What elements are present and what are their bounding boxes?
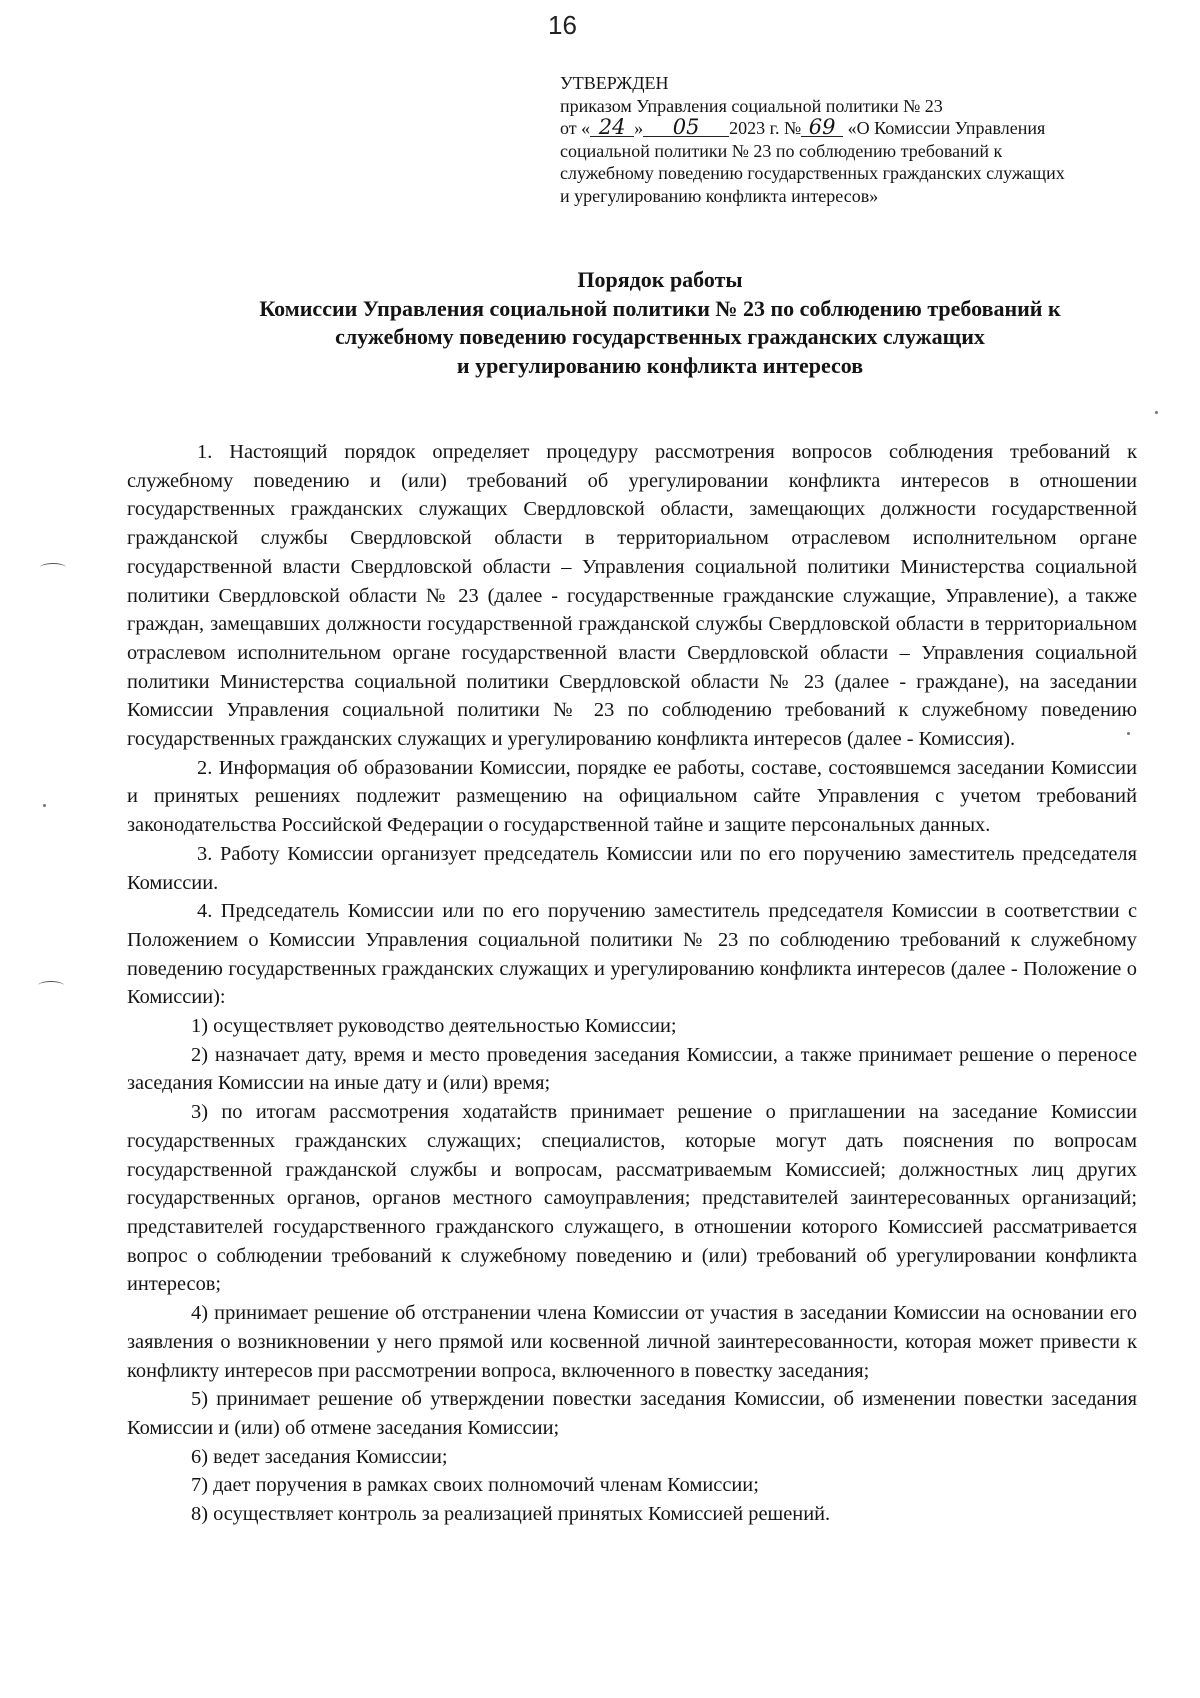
handwritten-day: 24 <box>590 118 634 137</box>
handwritten-month: 05 <box>643 118 729 137</box>
document-body <box>127 438 1137 1529</box>
list-item: 5) принимает решение об утверждении повестки заседания Комиссии, об изменении повестки заседания Комиссии и (или) об отмене заседания Комиссии; <box>127 1388 1137 1439</box>
approval-order-title-line: служебному поведению государственных гражданских служащих <box>560 163 1065 183</box>
approval-order-line: приказом Управления социальной политики № 23 <box>560 95 943 116</box>
handwritten-order-number: 69 <box>801 118 843 137</box>
approval-date-line: от « 24 » 05 2023 г. № 69 «О Комиссии Управления <box>560 115 1046 139</box>
approval-order-title-line: и урегулированию конфликта интересов» <box>560 185 879 206</box>
paragraph-4: 4. Председатель Комиссии или по его поручению заместитель председателя Комиссии в соответствии с Положением о Комиссии Управления социальной политики № 23 по соблюдению требований к служебному поведению государственных гражданских служащих и урегулированию конфликта интересов (далее - Положение о Комиссии): <box>127 900 1137 1009</box>
list-item: 1) осуществляет руководство деятельностью Комиссии; <box>191 1015 677 1038</box>
scan-artifact-mark <box>40 563 66 572</box>
list-item: 4) принимает решение об отстранении члена Комиссии от участия в заседании Комиссии на основании его заявления о возникновении у него прямой или косвенной личной заинтересованности, которая может привести к конфликту интересов при рассмотрении вопроса, включенного в повестку заседания; <box>127 1302 1137 1382</box>
title-line: Порядок работы <box>577 267 743 292</box>
list-item: 6) ведет заседания Комиссии; <box>191 1445 448 1468</box>
list-item: 2) назначает дату, время и место проведения заседания Комиссии, а также принимает решение о переносе заседания Комиссии на иные дату и (или) время; <box>127 1043 1137 1095</box>
title-line: Комиссии Управления социальной политики № 23 по соблюдению требований к <box>259 295 1061 321</box>
order-title-start: «О Комиссии Управления <box>847 118 1046 138</box>
approval-heading: УТВЕРЖДЕН <box>560 73 669 93</box>
scan-artifact-dot <box>1155 411 1158 414</box>
scan-artifact-dot <box>1127 732 1130 735</box>
list-item: 3) по итогам рассмотрения ходатайств принимает решение о приглашении на заседание Комиссии государственных гражданских служащих; специалистов, которые могут дать пояснения по вопросам государственной гражданской службы и вопросам, рассматриваемым Комиссией; должностных лиц других государственных органов, органов местного самоуправления; представителей заинтересованных организаций; представителей государственного гражданского служащего, в отношении которого Комиссией рассматривается вопрос о соблюдении требований к служебному поведению и (или) требований об урегулировании конфликта интересов; <box>127 1101 1137 1296</box>
scan-artifact-mark <box>38 981 64 990</box>
paragraph-1: 1. Настоящий порядок определяет процедуру рассмотрения вопросов соблюдения требований к служебному поведению и (или) требований об урегулировании конфликта интересов в отношении государственных гражданских служащих Свердловской области, замещающих должности государственной гражданской службы Свердловской области в территориальном отраслевом исполнительном органе государственной власти Свердловской области – Управления социальной политики Министерства социальной политики Свердловской области № 23 (далее - государственные гражданские служащие, Управление), а также граждан, замещавших должности государственной гражданской службы Свердловской области в территориальном отраслевом исполнительном органе государственной власти Свердловской области – Управления социальной политики Министерства социальной политики Свердловской области № 23 (далее - граждане), на заседании Комиссии Управления социальной политики № 23 по соблюдению требований к служебному поведению государственных гражданских служащих и урегулированию конфликта интересов (далее - Комиссия). <box>127 441 1137 751</box>
page-number: 16 <box>548 10 577 40</box>
document-title <box>130 266 1190 380</box>
scan-artifact-dot <box>43 804 46 807</box>
list-item: 8) осуществляет контроль за реализацией принятых Комиссией решений. <box>191 1503 831 1526</box>
list-item: 7) дает поручения в рамках своих полномочий членам Комиссии; <box>191 1474 759 1497</box>
approval-order-title-line: социальной политики № 23 по соблюдению требований к <box>560 140 1003 161</box>
title-line: и урегулированию конфликта интересов <box>456 352 864 378</box>
title-line: служебному поведению государственных гражданских служащих <box>335 324 985 349</box>
paragraph-2: 2. Информация об образовании Комиссии, порядке ее работы, составе, состоявшемся заседании Комиссии и принятых решениях подлежит размещению на официальном сайте Управления с учетом требований законодательства Российской Федерации о государственной тайне и защите персональных данных. <box>127 756 1137 837</box>
paragraph-3: 3. Работу Комиссии организует председатель Комиссии или по его поручению заместитель председателя Комиссии. <box>127 842 1137 894</box>
approval-stamp-block <box>560 72 1140 207</box>
